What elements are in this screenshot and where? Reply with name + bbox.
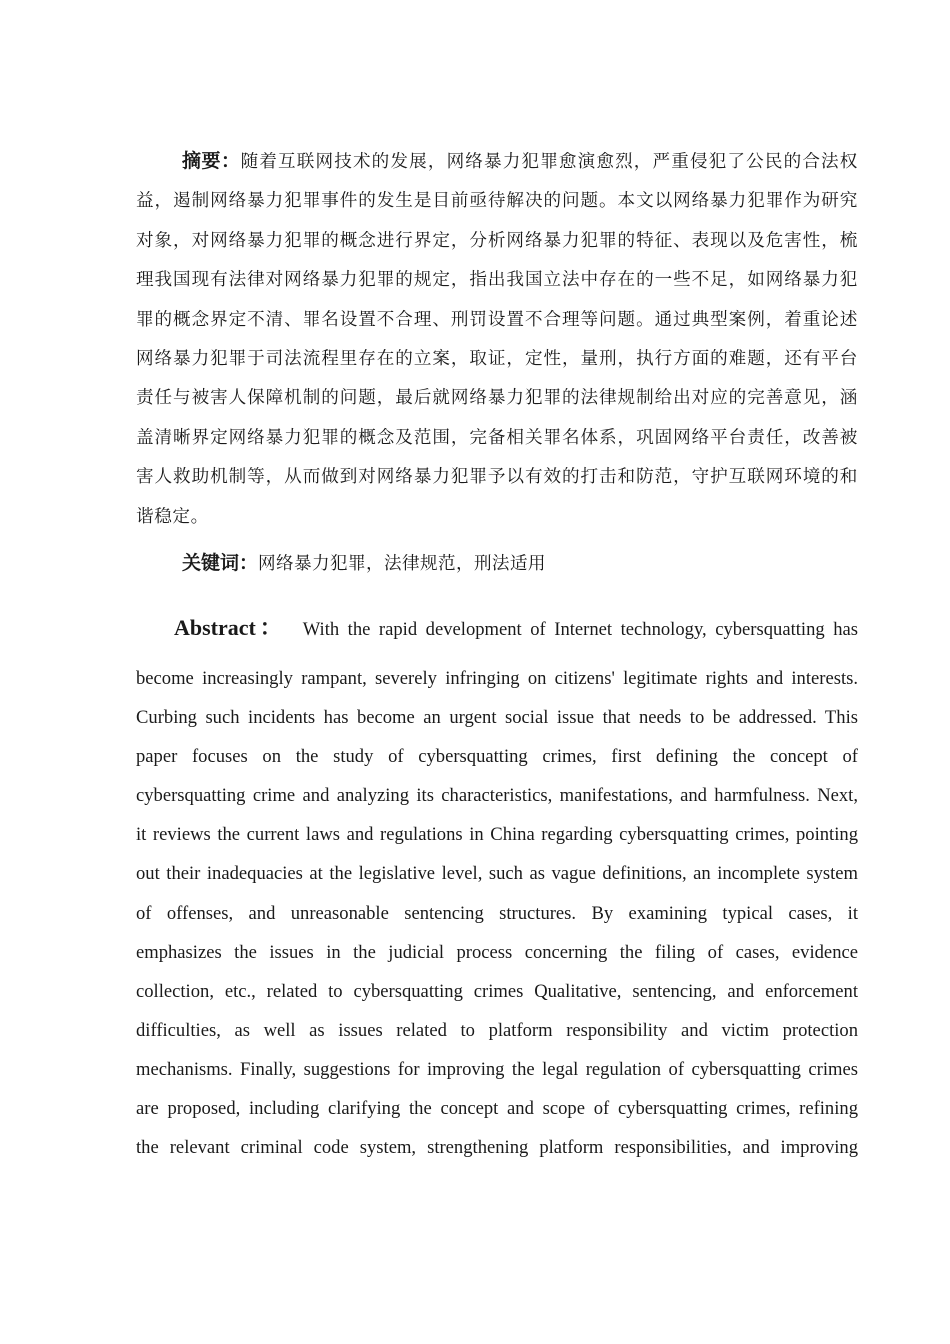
- keywords-label: 关键词：: [182, 552, 259, 574]
- keywords-paragraph: [136, 544, 858, 584]
- english-abstract-line: out their inadequacies at the legislative level, such as vague definitions, an incomplete system: [136, 863, 858, 885]
- english-abstract-line: emphasizes the issues in the judicial process concerning the filing of cases, evidence: [136, 941, 858, 963]
- english-abstract-line: Curbing such incidents has become an urgent social issue that needs to be addressed. This: [136, 707, 858, 729]
- chinese-abstract-label: 摘要：: [182, 150, 241, 172]
- english-abstract-label: Abstract：: [174, 615, 286, 640]
- english-abstract-line: mechanisms. Finally, suggestions for improving the legal regulation of cybersquatting crimes: [136, 1058, 858, 1080]
- chinese-abstract-paragraph: [136, 142, 858, 537]
- english-abstract-line: the relevant criminal code system, strengthening platform responsibilities, and improving: [136, 1137, 858, 1159]
- english-abstract-line: it reviews the current laws and regulations in China regarding cybersquatting crimes, pointing: [136, 824, 858, 846]
- english-abstract-line: of offenses, and unreasonable sentencing structures. By examining typical cases, it: [136, 902, 858, 924]
- english-abstract-line: are proposed, including clarifying the concept and scope of cybersquatting crimes, refining: [136, 1098, 858, 1120]
- english-abstract-line: paper focuses on the study of cybersquatting crimes, first defining the concept of: [136, 746, 858, 768]
- english-abstract-line: collection, etc., related to cybersquatting crimes Qualitative, sentencing, and enforcement: [136, 980, 858, 1002]
- chinese-abstract-text: 随着互联网技术的发展，网络暴力犯罪愈演愈烈，严重侵犯了公民的合法权益，遏制网络暴力犯罪事件的发生是目前亟待解决的问题。本文以网络暴力犯罪作为研究对象，对网络暴力犯罪的概念进行界定，分析网络暴力犯罪的特征、表现以及危害性，梳理我国现有法律对网络暴力犯罪的规定，指出我国立法中存在的一些不足，如网络暴力犯罪的概念界定不清、罪名设置不合理、刑罚设置不合理等问题。通过典型案例，着重论述网络暴力犯罪于司法流程里存在的立案，取证，定性，量刑，执行方面的难题，还有平台责任与被害人保障机制的问题，最后就网络暴力犯罪的法律规制给出对应的完善意见，涵盖清晰界定网络暴力犯罪的概念及范围，完备相关罪名体系，巩固网络平台责任，改善被害人救助机制等，从而做到对网络暴力犯罪予以有效的打击和防范，守护互联网环境的和谐稳定。: [136, 152, 858, 527]
- english-abstract-line: difficulties, as well as issues related to platform responsibility and victim protection: [136, 1019, 858, 1041]
- english-abstract-line: cybersquatting crime and analyzing its characteristics, manifestations, and harmfulness. Next,: [136, 785, 858, 807]
- english-abstract-first-line: [136, 608, 858, 650]
- english-abstract-first-text: With the rapid development of Internet technology, cybersquatting has: [302, 619, 858, 640]
- keywords-text: 网络暴力犯罪，法律规范，刑法适用: [258, 554, 546, 574]
- english-abstract-line: become increasingly rampant, severely infringing on citizens' legitimate rights and interests.: [136, 668, 858, 689]
- english-abstract-body: [136, 659, 858, 1167]
